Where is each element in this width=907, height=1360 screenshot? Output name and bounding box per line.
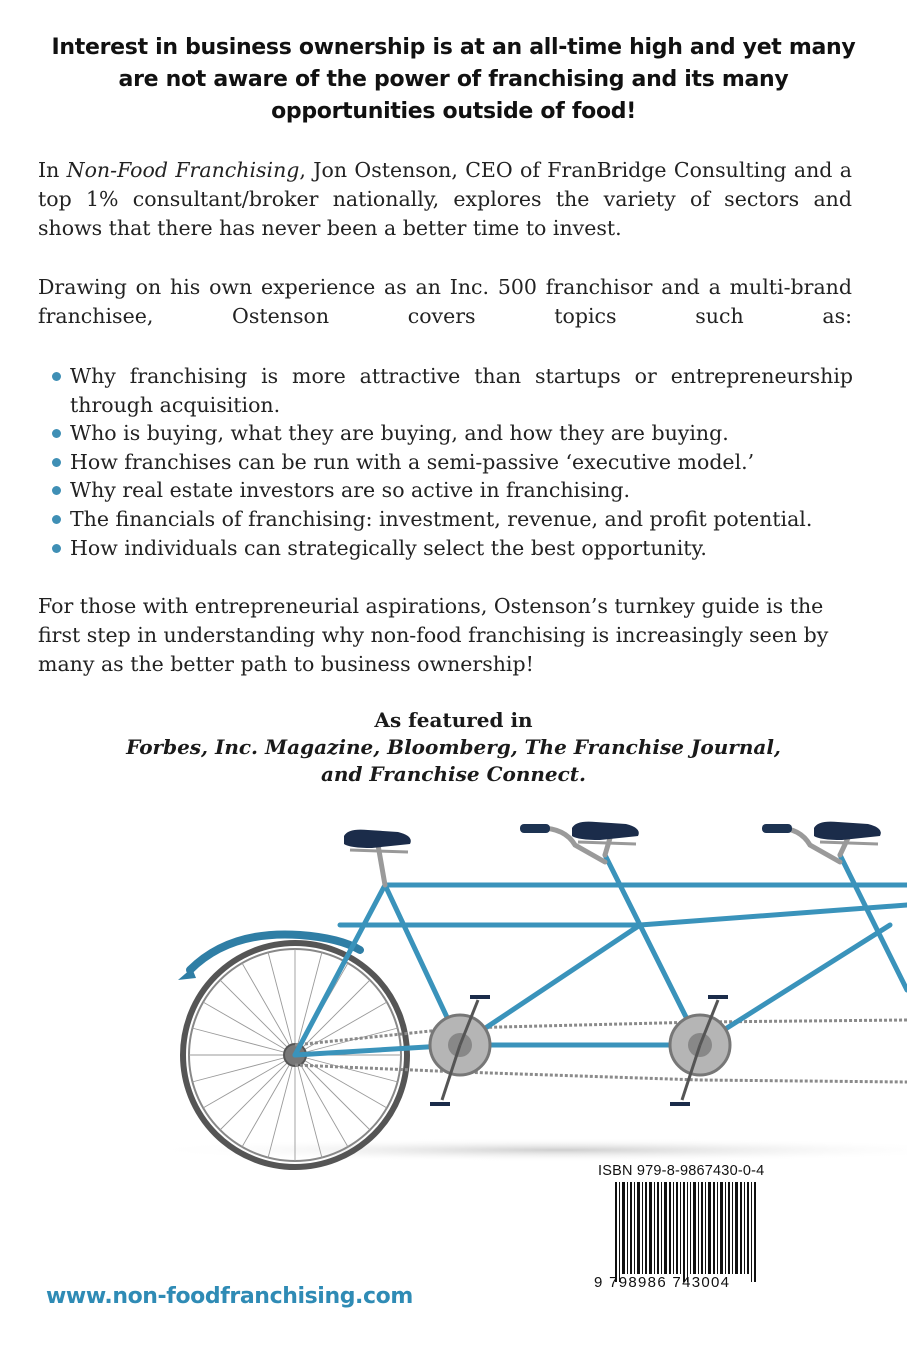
drawing-paragraph: Drawing on his own experience as an Inc. 500 franchisor and a multi-brand franchisee, Ostenson covers topics such as: xyxy=(38,275,852,328)
bullet-dot-icon xyxy=(52,515,61,524)
website-link[interactable]: www.non-foodfranchising.com xyxy=(46,1284,413,1309)
bullet-dot-icon xyxy=(52,486,61,495)
list-item: Why real estate investors are so active in franchising. xyxy=(48,476,853,505)
bullet-dot-icon xyxy=(52,458,61,467)
featured-block xyxy=(40,707,867,788)
list-item: The financials of franchising: investment, revenue, and profit potential. xyxy=(48,505,853,534)
list-item: Who is buying, what they are buying, and how they are buying. xyxy=(48,419,853,448)
ean-number: 9 798986 743004 xyxy=(594,1274,731,1291)
isbn-barcode xyxy=(593,1160,781,1310)
topic-list xyxy=(48,362,853,562)
featured-publications-line2: and Franchise Connect. xyxy=(320,762,587,786)
list-item: Why franchising is more attractive than startups or entrepreneurship through acquisition. xyxy=(48,362,853,419)
tandem-bicycle-illustration xyxy=(0,800,907,1190)
list-item: How franchises can be run with a semi-passive ‘executive model.’ xyxy=(48,448,853,477)
list-item: How individuals can strategically select the best opportunity. xyxy=(48,534,853,563)
featured-publications-line1: Forbes, Inc. Magazine, Bloomberg, The Franchise Journal, xyxy=(126,735,781,759)
bullet-dot-icon xyxy=(52,372,61,381)
closing-paragraph: For those with entrepreneurial aspirations, Ostenson’s turnkey guide is the first step in understanding why non-food franchising is increasingly seen by many as the better path to business ownership! xyxy=(38,594,829,676)
intro-suffix: , Jon Ostenson, CEO of FranBridge Consulting and a top 1% consultant/broker nationally, explores the variety of sectors and shows that there has never been a better time to invest. xyxy=(38,158,852,240)
bullet-dot-icon xyxy=(52,429,61,438)
bullet-dot-icon xyxy=(52,544,61,553)
featured-label: As featured in xyxy=(374,708,533,732)
isbn-label: ISBN 979-8-9867430-0-4 xyxy=(598,1163,765,1179)
intro-prefix: In xyxy=(38,158,67,182)
book-title: Non-Food Franchising xyxy=(66,158,300,182)
headline: Interest in business ownership is at an all-time high and yet many are not aware of the power of franchising and its many opportunities outside of food! xyxy=(51,35,856,124)
intro-paragraph xyxy=(38,156,852,243)
